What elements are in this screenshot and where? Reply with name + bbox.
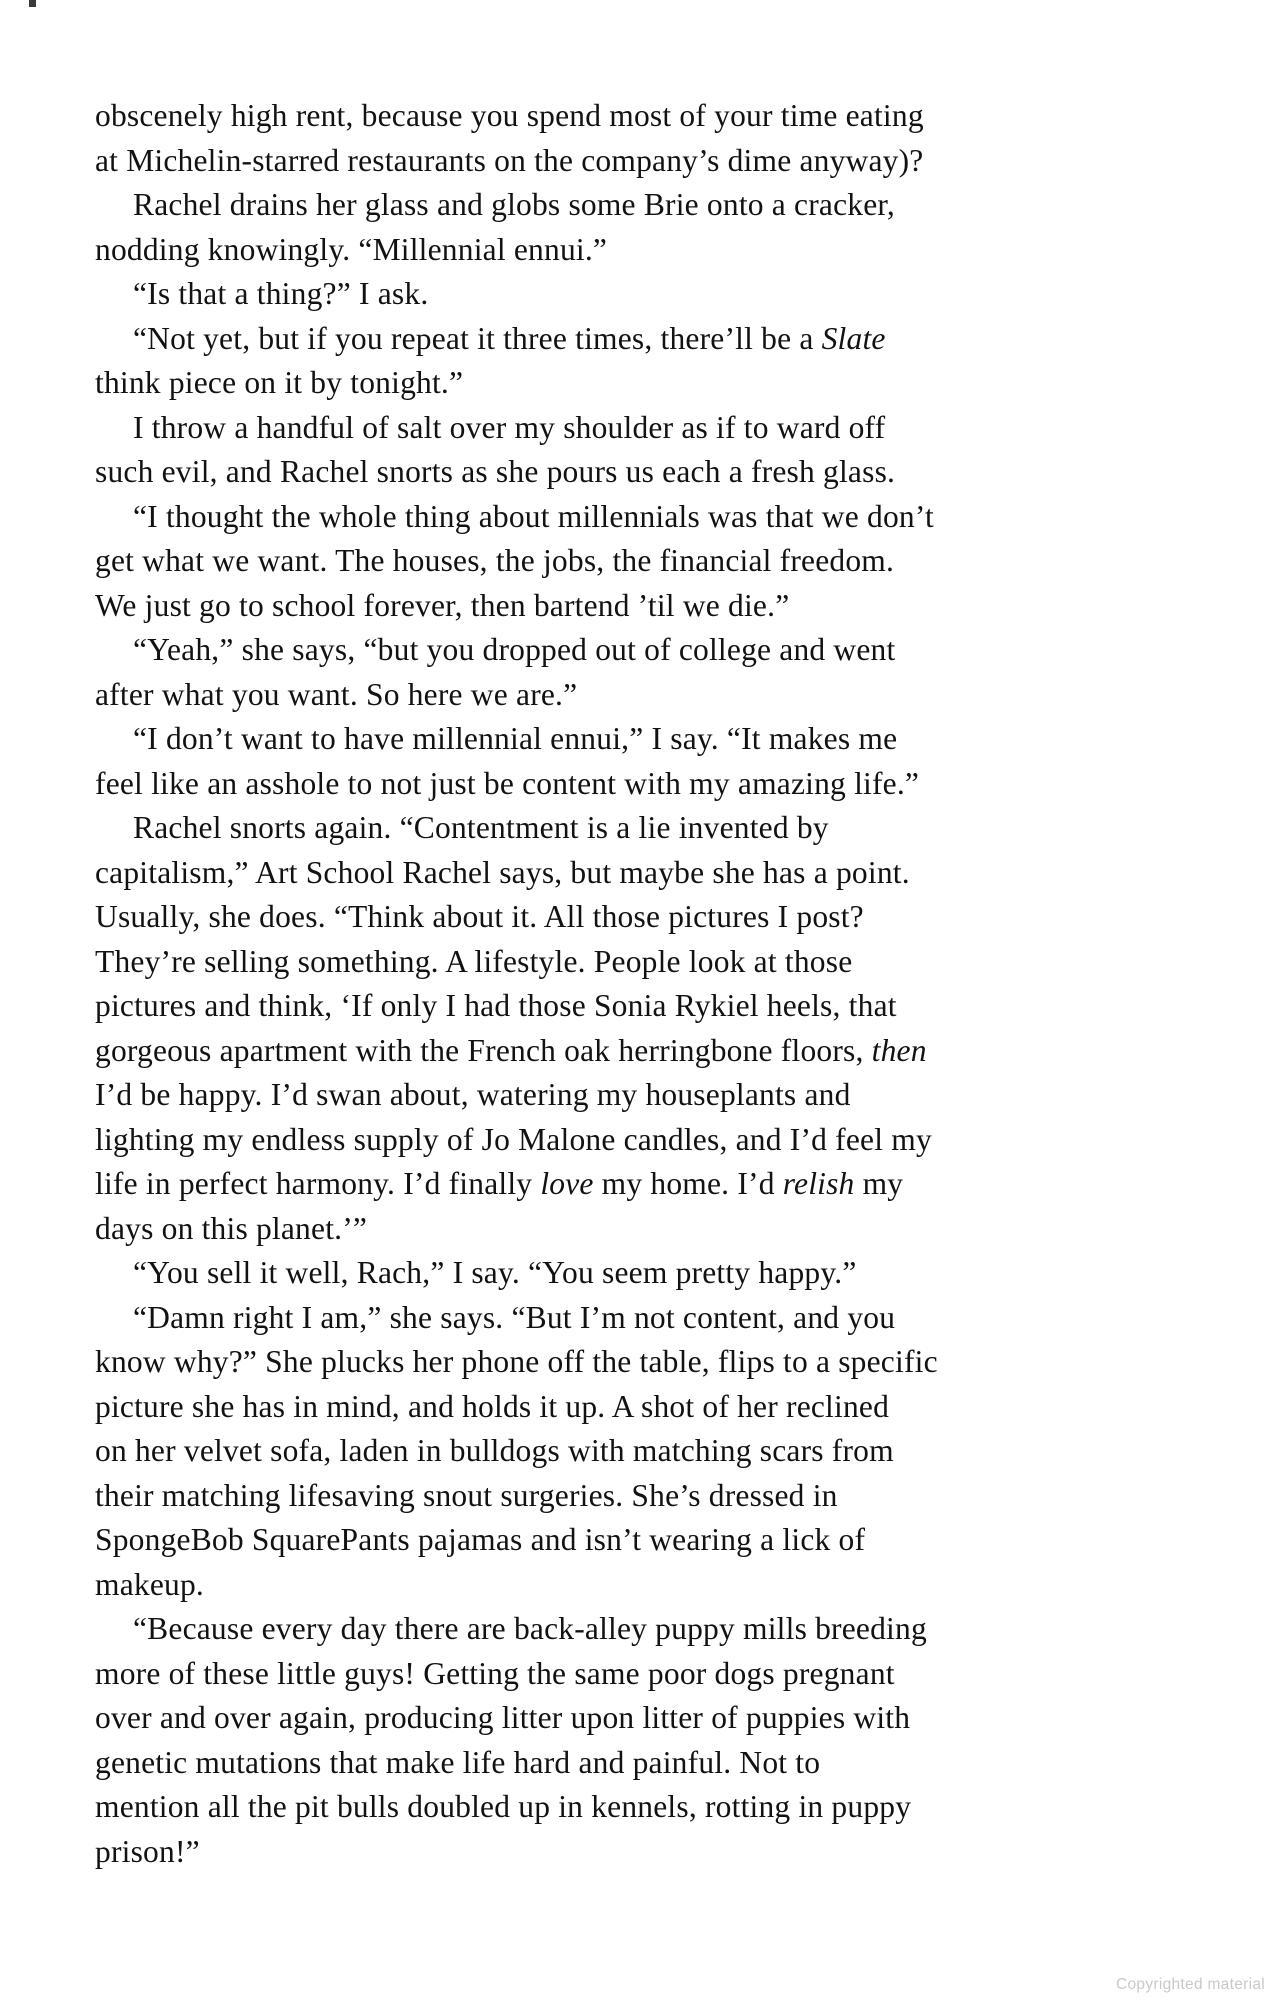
text-line bbox=[95, 228, 1175, 273]
text-segment: genetic mutations that make life hard and painful. Not to bbox=[95, 1744, 821, 1780]
text-segment: lighting my endless supply of Jo Malone candles, and I’d feel my bbox=[95, 1121, 932, 1157]
text-line bbox=[95, 1118, 1175, 1163]
text-segment: I throw a handful of salt over my shoulder as if to ward off bbox=[133, 409, 886, 445]
text-segment: after what you want. So here we are.” bbox=[95, 676, 578, 712]
text-segment: prison!” bbox=[95, 1833, 200, 1869]
text-segment: get what we want. The houses, the jobs, the financial freedom. bbox=[95, 543, 895, 578]
text-line bbox=[95, 717, 1175, 762]
text-line bbox=[95, 1251, 1175, 1296]
text-line bbox=[95, 1652, 1175, 1697]
text-segment: life in perfect harmony. I’d finally bbox=[95, 1166, 541, 1201]
text-segment: Usually, she does. “Think about it. All those pictures I post? bbox=[95, 899, 864, 934]
scan-artifact bbox=[29, 0, 36, 7]
text-segment: over and over again, producing litter upon litter of puppies with bbox=[95, 1700, 911, 1735]
text-line bbox=[95, 762, 1175, 807]
text-segment: “I don’t want to have millennial ennui,” I say. “It makes me bbox=[133, 721, 898, 756]
text-line bbox=[95, 495, 1175, 540]
text-segment: We just go to school forever, then bartend ’til we die.” bbox=[95, 587, 790, 623]
text-line bbox=[95, 406, 1175, 451]
text-line bbox=[95, 272, 1175, 317]
text-line bbox=[95, 1741, 1175, 1786]
text-line bbox=[95, 183, 1175, 228]
text-segment: “Yeah,” she says, “but you dropped out of college and went bbox=[133, 632, 896, 667]
text-segment: makeup. bbox=[95, 1566, 204, 1602]
page-text bbox=[95, 94, 1175, 1874]
text-segment: mention all the pit bulls doubled up in kennels, rotting in puppy bbox=[95, 1789, 912, 1824]
text-segment: feel like an asshole to not just be content with my amazing life.” bbox=[95, 765, 920, 801]
text-line bbox=[95, 628, 1175, 673]
text-line bbox=[95, 1296, 1175, 1341]
text-segment: nodding knowingly. “Millennial ennui.” bbox=[95, 231, 608, 267]
text-segment: “Not yet, but if you repeat it three times, there’ll be a bbox=[133, 320, 822, 356]
text-segment: my home. I’d bbox=[593, 1166, 783, 1201]
text-line bbox=[95, 895, 1175, 940]
copyright-notice: Copyrighted material bbox=[1115, 1976, 1265, 1993]
text-segment: Rachel snorts again. “Contentment is a lie invented by bbox=[133, 810, 829, 845]
text-line bbox=[95, 1474, 1175, 1519]
text-segment: think piece on it by tonight.” bbox=[95, 365, 464, 400]
text-segment: “You sell it well, Rach,” I say. “You seem pretty happy.” bbox=[133, 1255, 857, 1290]
text-line bbox=[95, 317, 1175, 362]
text-segment: more of these little guys! Getting the same poor dogs pregnant bbox=[95, 1655, 895, 1691]
text-line bbox=[95, 139, 1175, 184]
text-segment: such evil, and Rachel snorts as she pours us each a fresh glass. bbox=[95, 454, 896, 489]
text-segment: their matching lifesaving snout surgeries. She’s dressed in bbox=[95, 1477, 838, 1513]
text-segment: gorgeous apartment with the French oak herringbone floors, bbox=[95, 1032, 872, 1068]
text-segment: days on this planet.’” bbox=[95, 1210, 368, 1246]
text-line bbox=[95, 361, 1175, 406]
text-segment: “Is that a thing?” I ask. bbox=[133, 276, 429, 311]
text-line bbox=[95, 1607, 1175, 1652]
text-line bbox=[95, 940, 1175, 985]
text-line bbox=[95, 984, 1175, 1029]
text-segment: picture she has in mind, and holds it up. A shot of her reclined bbox=[95, 1388, 890, 1424]
text-line bbox=[95, 851, 1175, 896]
text-line bbox=[95, 584, 1175, 629]
text-segment: at Michelin-starred restaurants on the company’s dime anyway)? bbox=[95, 142, 924, 178]
text-line bbox=[95, 1429, 1175, 1474]
text-segment: obscenely high rent, because you spend most of your time eating bbox=[95, 98, 924, 133]
italic-text-segment: relish bbox=[782, 1166, 855, 1201]
text-segment: “Because every day there are back-alley puppy mills breeding bbox=[133, 1611, 927, 1646]
text-line bbox=[95, 1563, 1175, 1608]
text-segment: Rachel drains her glass and globs some Brie onto a cracker, bbox=[133, 187, 895, 222]
text-line bbox=[95, 673, 1175, 718]
text-segment: my bbox=[854, 1166, 904, 1201]
text-line bbox=[95, 1385, 1175, 1430]
text-segment: know why?” She plucks her phone off the table, flips to a specific bbox=[95, 1344, 938, 1379]
text-segment: “I thought the whole thing about millennials was that we don’t bbox=[133, 498, 934, 534]
text-line bbox=[95, 806, 1175, 851]
text-line bbox=[95, 450, 1175, 495]
text-segment: “Damn right I am,” she says. “But I’m not content, and you bbox=[133, 1299, 896, 1335]
text-line bbox=[95, 1785, 1175, 1830]
text-line bbox=[95, 1162, 1175, 1207]
text-line bbox=[95, 1696, 1175, 1741]
text-line bbox=[95, 1029, 1175, 1074]
text-segment: I’d be happy. I’d swan about, watering my houseplants and bbox=[95, 1077, 851, 1112]
text-line bbox=[95, 1518, 1175, 1563]
text-segment: They’re selling something. A lifestyle. People look at those bbox=[95, 943, 853, 979]
italic-text-segment: Slate bbox=[821, 320, 886, 356]
text-line bbox=[95, 1830, 1175, 1875]
text-line bbox=[95, 1073, 1175, 1118]
italic-text-segment: then bbox=[871, 1032, 927, 1068]
text-segment: capitalism,” Art School Rachel says, but maybe she has a point. bbox=[95, 854, 910, 890]
text-segment: SpongeBob SquarePants pajamas and isn’t wearing a lick of bbox=[95, 1522, 866, 1557]
text-line bbox=[95, 94, 1175, 139]
text-line bbox=[95, 1340, 1175, 1385]
text-line bbox=[95, 1207, 1175, 1252]
italic-text-segment: love bbox=[540, 1166, 594, 1201]
text-segment: pictures and think, ‘If only I had those Sonia Rykiel heels, that bbox=[95, 988, 897, 1023]
text-segment: on her velvet sofa, laden in bulldogs with matching scars from bbox=[95, 1433, 894, 1468]
text-line bbox=[95, 539, 1175, 584]
